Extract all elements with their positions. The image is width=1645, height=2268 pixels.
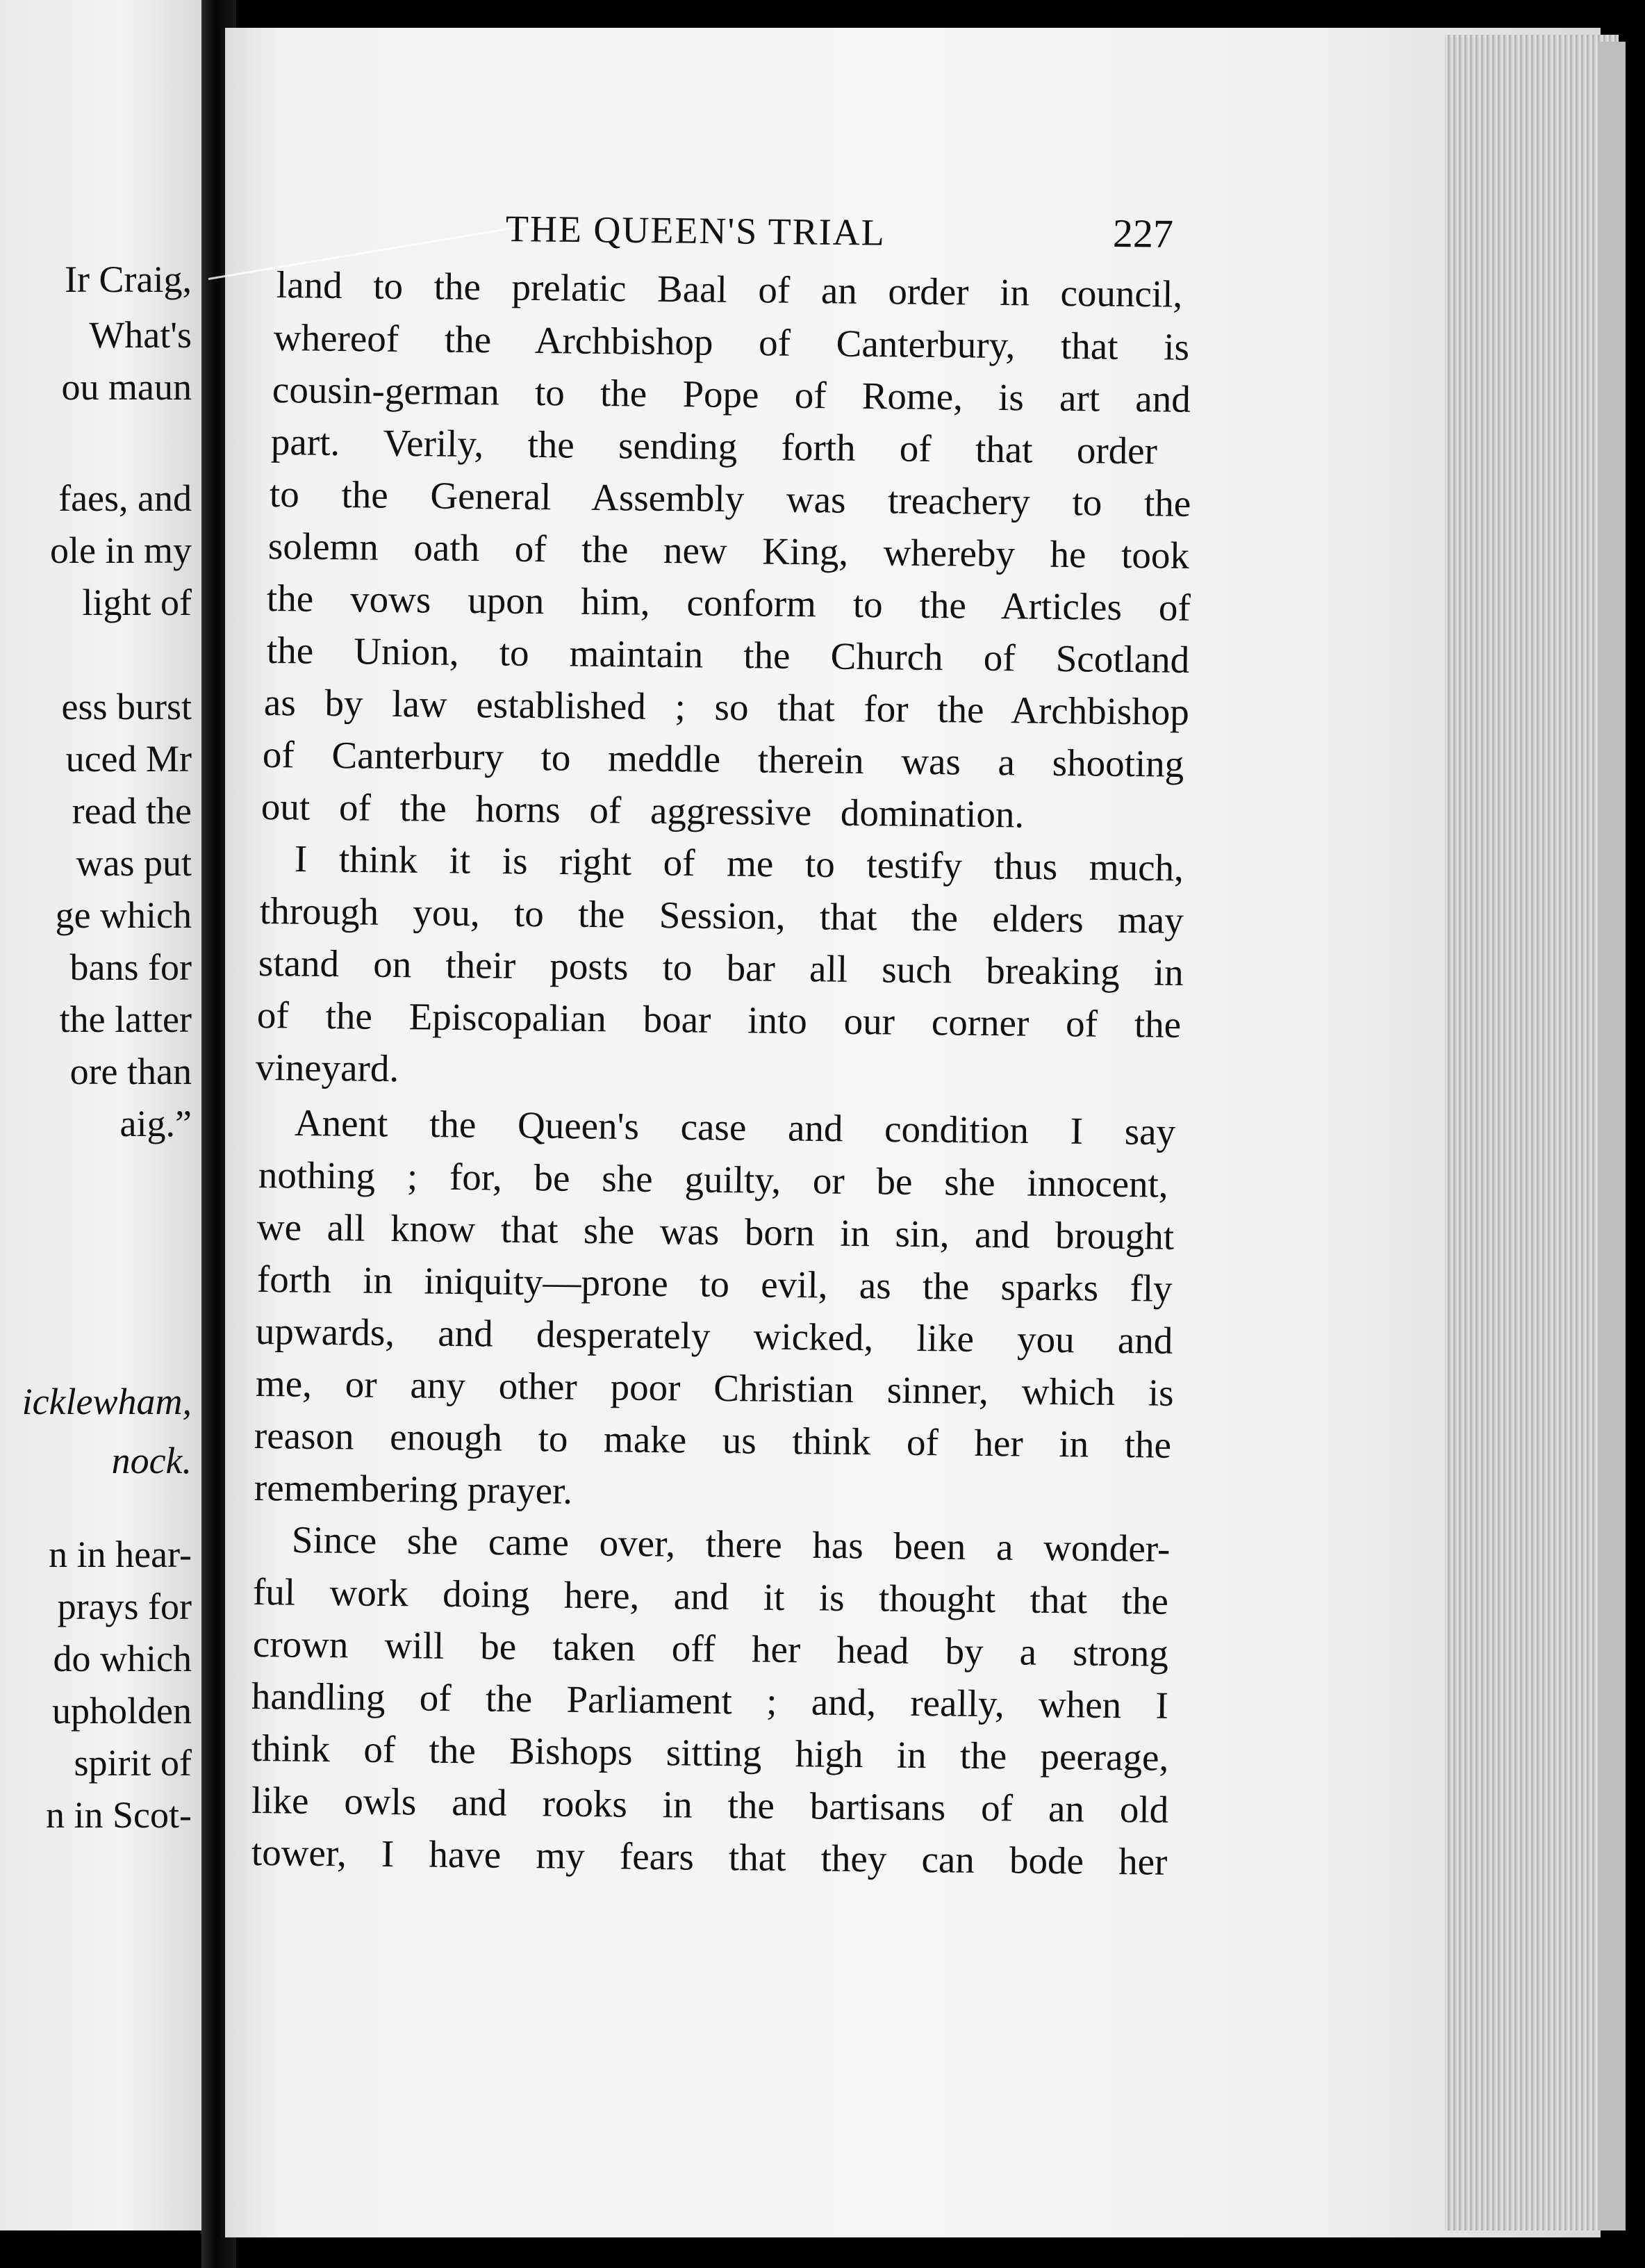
body-text-line: whereof the Archbishop of Canterbury, that is — [273, 316, 1190, 368]
left-page-line: n in Scot- — [46, 1794, 192, 1836]
body-text-line: handling of the Parliament ; and, really, when I — [251, 1675, 1169, 1727]
left-page-line: was put — [76, 842, 192, 884]
body-text-line: land to the prelatic Baal of an order in council, — [276, 263, 1183, 315]
left-page-line: spirit of — [74, 1742, 192, 1784]
body-text-line: I think it is right of me to testify thus much, — [294, 837, 1184, 889]
left-page-line: ou maun — [61, 366, 192, 408]
body-text-line: ful work doing here, and it is thought that the — [252, 1570, 1169, 1622]
left-page-line: bans for — [69, 946, 192, 988]
body-text-line: crown will be taken off her head by a strong — [252, 1622, 1169, 1675]
left-page-line: nock. — [111, 1440, 192, 1481]
body-text-line: out of the horns of aggressive domination. — [261, 785, 1025, 836]
body-text-line: tower, I have my fears that they can bode her — [251, 1831, 1168, 1883]
body-text-line: stand on their posts to bar all such breaking in — [258, 942, 1184, 994]
left-page-line: ore than — [69, 1051, 192, 1092]
body-text-line: think of the Bishops sitting high in the peerage, — [251, 1727, 1169, 1779]
body-text-line: to the General Assembly was treachery to the — [269, 472, 1191, 525]
page-edge-shadow — [1598, 42, 1626, 2230]
left-page-line: uced Mr — [65, 738, 192, 780]
body-text-line: the Union, to maintain the Church of Scotland — [266, 629, 1190, 681]
running-head: THE QUEEN'S TRIAL — [505, 208, 886, 254]
body-text-line: part. Verily, the sending forth of that order — [270, 420, 1158, 472]
body-text-line: through you, to the Session, that the elders may — [259, 889, 1184, 942]
left-page-line: do which — [53, 1638, 192, 1679]
body-text-line: of Canterbury to meddle therein was a shooting — [262, 733, 1184, 785]
body-text-line: nothing ; for, be she guilty, or be she innocent, — [258, 1153, 1168, 1206]
body-text-line: the vows upon him, conform to the Articles of — [266, 577, 1191, 629]
left-page-line: aig.” — [119, 1103, 192, 1144]
page-number: 227 — [1112, 211, 1174, 256]
left-page-line: Ir Craig, — [65, 258, 192, 300]
left-page-line: prays for — [57, 1586, 192, 1627]
body-text-line: of the Episcopalian boar into our corner of the — [256, 994, 1182, 1046]
body-text-line: like owls and rooks in the bartisans of an old — [251, 1779, 1169, 1831]
body-text-line: me, or any other poor Christian sinner, which is — [255, 1362, 1174, 1414]
left-page-line: the latter — [59, 999, 192, 1040]
body-text-line: upwards, and desperately wicked, like you and — [255, 1310, 1173, 1362]
left-page-line: faes, and — [58, 477, 192, 519]
page-edges — [1445, 35, 1619, 2230]
body-text-line: remembering prayer. — [254, 1466, 573, 1512]
body-text-line: forth in iniquity—prone to evil, as the sparks fly — [256, 1258, 1173, 1310]
body-text-line: reason enough to make us think of her in the — [254, 1414, 1172, 1466]
left-page-line: ole in my — [50, 529, 192, 571]
left-page-line: What's — [89, 314, 192, 356]
body-text-line: solemn oath of the new King, whereby he took — [267, 525, 1190, 577]
body-text-line: vineyard. — [255, 1046, 399, 1090]
body-text-line: cousin-german to the Pope of Rome, is art and — [272, 368, 1191, 420]
body-text-line: as by law established ; so that for the Archbishop — [263, 681, 1190, 733]
left-page-line: n in hear- — [49, 1534, 192, 1575]
body-text-line: we all know that she was born in sin, and brought — [256, 1206, 1175, 1258]
left-page-line: read the — [72, 790, 192, 832]
body-text-line: Anent the Queen's case and condition I say — [294, 1101, 1176, 1153]
left-page-line: icklewham, — [22, 1381, 192, 1422]
left-page-line: upholden — [52, 1690, 192, 1732]
left-page — [0, 0, 201, 2230]
left-page-line: light of — [82, 582, 192, 623]
left-page-line: ess burst — [61, 686, 192, 728]
left-page-line: ge which — [55, 894, 192, 936]
body-text-line: Since she came over, there has been a wonder- — [291, 1518, 1171, 1570]
